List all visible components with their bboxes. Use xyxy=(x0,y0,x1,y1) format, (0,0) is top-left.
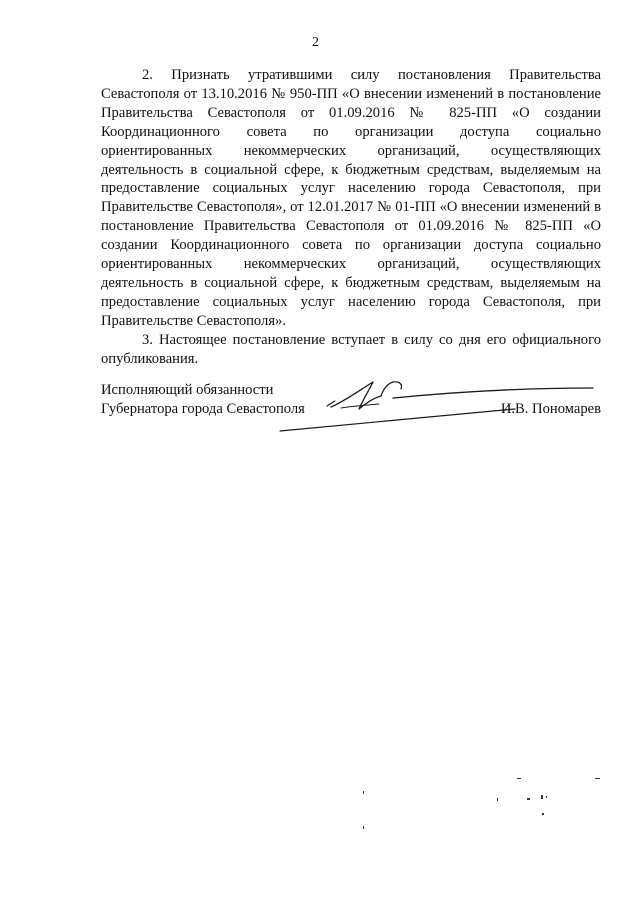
scan-speck xyxy=(541,795,543,799)
paragraph-3-effective-date: 3. Настоящее постановление вступает в силу со дня его официального опубликования. xyxy=(101,331,601,367)
scan-speck xyxy=(542,813,544,815)
signer-position-line-2: Губернатора города Севастополя xyxy=(101,401,305,417)
document-body xyxy=(101,66,601,369)
scan-speck xyxy=(363,826,364,829)
scan-speck xyxy=(527,798,530,800)
signer-name: И.В. Пономарев xyxy=(500,401,601,417)
scan-speck xyxy=(546,796,547,798)
paragraph-2-repeal: 2. Признать утратившими силу постановления Правительства Севастополя от 13.10.2016 № 950-ПП «О внесении изменений в постановление Правительства Севастополя от 01.09.2016 № 825-ПП «О создании Координационного совета по организации доступа социально ориентированных некоммерческих организаций, осуществляющих деятельность в социальной сфере, к бюджетным средствам, выделяемым на предоставление социальных услуг населению города Севастополя, при Правительстве Севастополя», от 12.01.2017 № 01-ПП «О внесении изменений в постановление Правительства Севастополя от 01.09.2016 № 825-ПП «О создании Координационного совета по организации доступа социально ориентированных некоммерческих организаций, осуществляющих деятельность в социальной сфере, к бюджетным средствам, выделяемым на предоставление социальных услуг населению города Севастополя, при Правительстве Севастополя». xyxy=(101,67,601,329)
scan-speck xyxy=(497,798,498,801)
scan-speck xyxy=(363,791,364,794)
scan-speck xyxy=(595,778,600,779)
page-number: 2 xyxy=(312,35,319,50)
handwritten-signature xyxy=(275,376,615,436)
signer-position-line-1: Исполняющий обязанности xyxy=(101,382,274,398)
scan-speck xyxy=(517,778,521,779)
